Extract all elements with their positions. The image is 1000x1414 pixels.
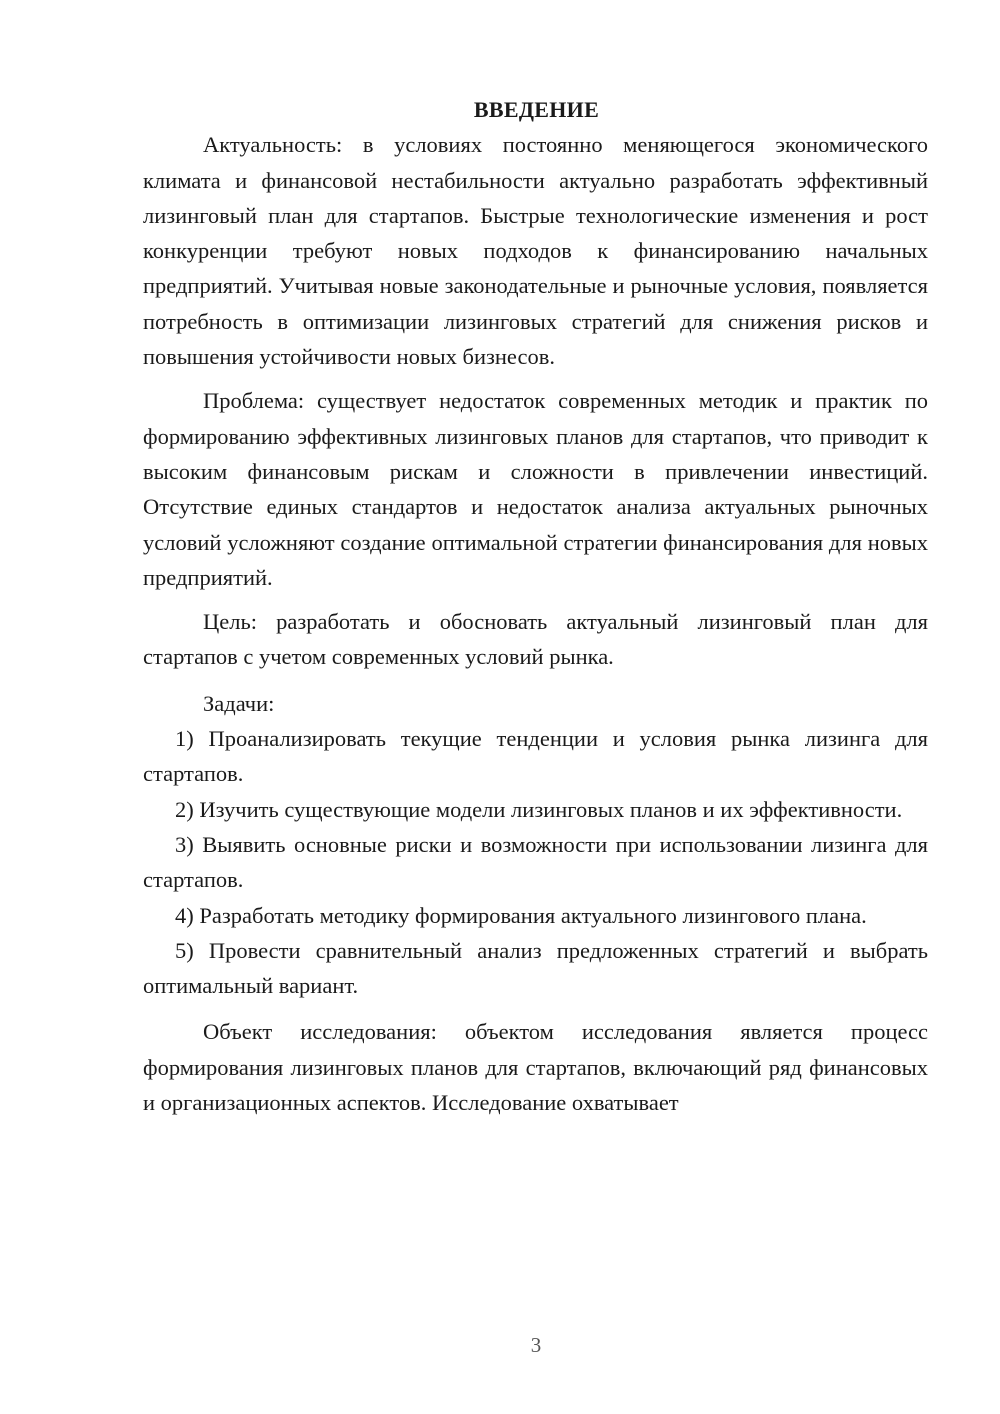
paragraph-goal: Цель: разработать и обосновать актуальный лизинговый план для стартапов с учетом современных условий рынка. — [143, 609, 928, 670]
page-content — [143, 92, 928, 1120]
section-heading: ВВЕДЕНИЕ — [473, 97, 600, 122]
page-number: 3 — [530, 1333, 542, 1357]
tasks-label: Задачи: — [203, 690, 275, 716]
paragraph-problem: Проблема: существует недостаток современных методик и практик по формированию эффективных лизинговых планов для стартапов, что приводит к высоким финансовым рискам и сложности в привлечении инвестиций. Отсутствие единых стандартов и недостаток анализа актуальных рыночных условий усложняют создание оптимальной стратегии финансирования для новых предприятий. — [143, 388, 928, 590]
task-item-2: 2) Изучить существующие модели лизинговых планов и их эффективности. — [175, 796, 903, 822]
paragraph-relevance: Актуальность: в условиях постоянно меняющегося экономического климата и финансовой нестабильности актуально разработать эффективный лизинговый план для стартапов. Быстрые технологические изменения и рост конкуренции требуют новых подходов к финансированию начальных предприятий. Учитывая новые законодательные и рыночные условия, появляется потребность в оптимизации лизинговых стратегий для снижения рисков и повышения устойчивости новых бизнесов. — [143, 132, 928, 370]
task-item-3: 3) Выявить основные риски и возможности при использовании лизинга для стартапов. — [143, 831, 928, 893]
task-item-4: 4) Разработать методику формирования актуального лизингового плана. — [175, 902, 867, 928]
task-item-5: 5) Провести сравнительный анализ предложенных стратегий и выбрать оптимальный вариант. — [143, 937, 928, 999]
paragraph-object: Объект исследования: объектом исследования является процесс формирования лизинговых планов для стартапов, включающий ряд финансовых и организационных аспектов. Исследование охватывает — [143, 1019, 928, 1116]
task-item-1: 1) Проанализировать текущие тенденции и условия рынка лизинга для стартапов. — [143, 726, 928, 787]
